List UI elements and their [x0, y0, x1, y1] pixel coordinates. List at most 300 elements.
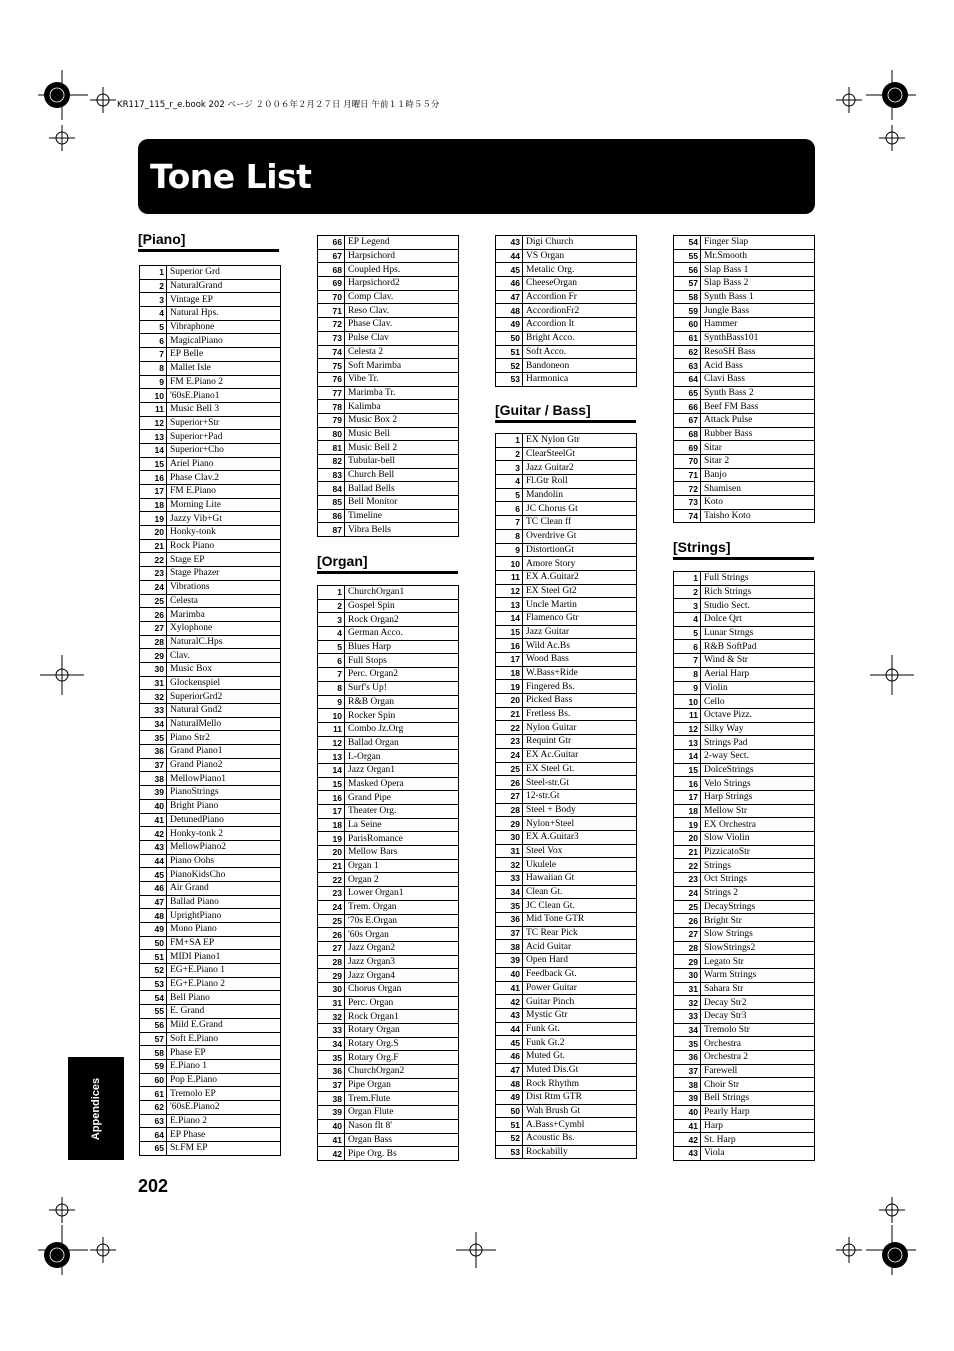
tone-name: Funk Gt.2 [523, 1036, 637, 1050]
tone-number: 43 [496, 1008, 523, 1022]
tone-row [318, 277, 459, 291]
tone-number: 79 [318, 413, 345, 427]
tone-number: 32 [674, 996, 701, 1010]
tone-row [140, 745, 281, 759]
tone-name: DolceStrings [701, 763, 815, 777]
tone-row [674, 927, 815, 941]
tone-row [318, 345, 459, 359]
tone-row [140, 348, 281, 362]
tone-row [318, 290, 459, 304]
tone-row [140, 1073, 281, 1087]
tone-name: Mystic Gtr [523, 1008, 637, 1022]
tone-number: 16 [318, 791, 345, 805]
tone-name: Xylophone [167, 621, 281, 635]
tone-number: 19 [674, 818, 701, 832]
tone-row [496, 1063, 637, 1077]
piano-heading: [Piano] [138, 231, 279, 252]
tone-row [674, 1078, 815, 1092]
tone-number: 75 [318, 359, 345, 373]
tone-name: Acoustic Bs. [523, 1132, 637, 1146]
tone-row [496, 543, 637, 557]
tone-row [318, 777, 459, 791]
tone-row [674, 441, 815, 455]
tone-row [318, 263, 459, 277]
tone-name: Steel + Body [523, 803, 637, 817]
tone-row [674, 695, 815, 709]
tone-row [318, 873, 459, 887]
tone-name: Grand Piano2 [167, 758, 281, 772]
tone-name: Grand Piano1 [167, 745, 281, 759]
tone-number: 60 [140, 1073, 167, 1087]
tone-name: Piano Oohs [167, 854, 281, 868]
tone-row [674, 914, 815, 928]
tone-row [318, 1051, 459, 1065]
tone-name: Blues Harp [345, 640, 459, 654]
tone-name: Clean Gt. [523, 885, 637, 899]
tone-number: 38 [140, 772, 167, 786]
tone-name: Vibraphone [167, 320, 281, 334]
tone-row [496, 304, 637, 318]
tone-number: 39 [496, 954, 523, 968]
tone-number: 14 [674, 749, 701, 763]
tone-row [318, 1065, 459, 1079]
tone-name: Mid Tone GTR [523, 913, 637, 927]
tone-number: 6 [140, 334, 167, 348]
tone-name: Phase EP [167, 1046, 281, 1060]
tone-number: 30 [496, 830, 523, 844]
tone-name: '60sE.Piano1 [167, 389, 281, 403]
tone-number: 56 [140, 1018, 167, 1032]
tone-row [674, 818, 815, 832]
tone-number: 46 [496, 277, 523, 291]
tone-row [318, 627, 459, 641]
tone-name: JC Clean Gt. [523, 899, 637, 913]
tone-row [140, 539, 281, 553]
tone-number: 5 [674, 626, 701, 640]
tone-number: 69 [674, 441, 701, 455]
tone-number: 67 [318, 249, 345, 263]
tone-row [674, 386, 815, 400]
tone-row [496, 277, 637, 291]
tone-name: Rich Strings [701, 585, 815, 599]
tone-row [674, 777, 815, 791]
tone-row [318, 509, 459, 523]
tone-number: 36 [318, 1065, 345, 1079]
tone-row [140, 1114, 281, 1128]
tone-row [496, 967, 637, 981]
tone-number: 52 [140, 964, 167, 978]
tone-number: 53 [496, 372, 523, 386]
tone-row [674, 345, 815, 359]
tone-row [674, 736, 815, 750]
tone-row [318, 736, 459, 750]
tone-number: 5 [318, 640, 345, 654]
tone-number: 17 [674, 791, 701, 805]
tone-name: Wild Ac.Bs [523, 639, 637, 653]
tone-number: 42 [496, 995, 523, 1009]
tone-row [496, 721, 637, 735]
tone-number: 24 [496, 748, 523, 762]
tone-row [674, 482, 815, 496]
tone-name: Jungle Bass [701, 304, 815, 318]
tone-number: 11 [318, 722, 345, 736]
tone-row [674, 455, 815, 469]
tone-number: 56 [674, 263, 701, 277]
tone-name: Muted Gt. [523, 1049, 637, 1063]
tone-row [674, 626, 815, 640]
tone-name: DistortionGt [523, 543, 637, 557]
tone-number: 13 [496, 598, 523, 612]
tone-row [318, 668, 459, 682]
tone-row [496, 803, 637, 817]
tone-row [496, 290, 637, 304]
tone-name: Feedback Gt. [523, 967, 637, 981]
tone-number: 43 [496, 236, 523, 250]
tone-name: Jazz Organ1 [345, 763, 459, 777]
tone-number: 15 [674, 763, 701, 777]
tone-number: 33 [318, 1024, 345, 1038]
tone-name: Kalimba [345, 400, 459, 414]
tone-name: Air Grand [167, 881, 281, 895]
tone-row [674, 654, 815, 668]
tone-number: 39 [318, 1106, 345, 1120]
tone-number: 59 [674, 304, 701, 318]
tone-number: 14 [496, 611, 523, 625]
tone-name: La Seine [345, 818, 459, 832]
tone-name: R&B SoftPad [701, 640, 815, 654]
tone-name: Trem.Flute [345, 1092, 459, 1106]
tone-number: 57 [140, 1032, 167, 1046]
tone-number: 29 [674, 955, 701, 969]
tone-row [140, 1087, 281, 1101]
tone-number: 2 [140, 279, 167, 293]
tone-name: Vibe Tr. [345, 372, 459, 386]
tone-name: Jazz Organ2 [345, 941, 459, 955]
tone-name: NaturalC.Hps [167, 635, 281, 649]
tone-row [674, 318, 815, 332]
tone-name: Organ Bass [345, 1133, 459, 1147]
tone-row [318, 249, 459, 263]
tone-number: 83 [318, 468, 345, 482]
tone-number: 40 [496, 967, 523, 981]
piano-table-continued [317, 235, 459, 537]
tone-number: 31 [318, 996, 345, 1010]
tone-number: 10 [140, 389, 167, 403]
tone-row [318, 763, 459, 777]
tone-row [140, 430, 281, 444]
tone-row [674, 859, 815, 873]
tone-number: 6 [318, 654, 345, 668]
tone-row [496, 1008, 637, 1022]
tone-name: E.Piano 1 [167, 1059, 281, 1073]
tone-name: St.FM EP [167, 1142, 281, 1156]
tone-number: 8 [496, 529, 523, 543]
tone-row [140, 621, 281, 635]
tone-row [140, 443, 281, 457]
tone-name: Acid Bass [701, 359, 815, 373]
tone-row [318, 441, 459, 455]
tone-number: 51 [140, 950, 167, 964]
tone-row [140, 662, 281, 676]
tone-name: SlowStrings2 [701, 941, 815, 955]
tone-name: 12-str.Gt [523, 789, 637, 803]
tone-number: 19 [496, 680, 523, 694]
tone-row [496, 502, 637, 516]
tone-name: Trem. Organ [345, 900, 459, 914]
tone-row [674, 509, 815, 523]
tone-name: Bell Piano [167, 991, 281, 1005]
tone-number: 45 [140, 868, 167, 882]
tone-row [496, 1145, 637, 1159]
tone-number: 49 [496, 1091, 523, 1105]
tone-row [496, 1091, 637, 1105]
tone-row [140, 279, 281, 293]
tone-name: Pulse Clav [345, 331, 459, 345]
tone-number: 18 [140, 498, 167, 512]
tone-number: 26 [496, 776, 523, 790]
tone-row [674, 804, 815, 818]
tone-row [674, 996, 815, 1010]
tone-row [496, 639, 637, 653]
tone-name: Rock Organ2 [345, 613, 459, 627]
tone-row [318, 681, 459, 695]
tone-row [496, 625, 637, 639]
tone-row [674, 277, 815, 291]
tone-number: 26 [674, 914, 701, 928]
tone-row [140, 950, 281, 964]
tone-name: Harmonica [523, 372, 637, 386]
tone-name: Pop E.Piano [167, 1073, 281, 1087]
tone-name: Vibra Bells [345, 523, 459, 537]
tone-name: MellowPiano1 [167, 772, 281, 786]
tone-name: Steel-str.Gt [523, 776, 637, 790]
tone-row [140, 868, 281, 882]
tone-row [674, 667, 815, 681]
tone-row [496, 858, 637, 872]
tone-name: Natural Gnd2 [167, 704, 281, 718]
tone-name: DetunedPiano [167, 813, 281, 827]
tone-number: 65 [674, 386, 701, 400]
tone-row [140, 553, 281, 567]
tone-row [674, 832, 815, 846]
tone-row [318, 1037, 459, 1051]
tone-number: 35 [140, 731, 167, 745]
tone-number: 55 [140, 1005, 167, 1019]
tone-row [674, 613, 815, 627]
tone-row [318, 496, 459, 510]
tone-row [140, 293, 281, 307]
tone-number: 50 [140, 936, 167, 950]
tone-name: Chorus Organ [345, 982, 459, 996]
tone-row [318, 941, 459, 955]
tone-number: 4 [318, 627, 345, 641]
tone-row [674, 427, 815, 441]
tone-number: 68 [674, 427, 701, 441]
tone-number: 51 [496, 345, 523, 359]
tone-row [140, 389, 281, 403]
tone-row [674, 1133, 815, 1147]
tone-row [318, 413, 459, 427]
tone-row [674, 331, 815, 345]
tone-name: DecayStrings [701, 900, 815, 914]
tone-name: Celesta [167, 594, 281, 608]
tone-name: Mallet Isle [167, 361, 281, 375]
tone-row [496, 926, 637, 940]
tone-name: Amore Story [523, 557, 637, 571]
tone-row [674, 900, 815, 914]
tone-name: L-Organ [345, 750, 459, 764]
tone-row [496, 940, 637, 954]
tone-number: 53 [496, 1145, 523, 1159]
tone-name: MellowPiano2 [167, 840, 281, 854]
tone-name: Accordion It [523, 318, 637, 332]
tone-number: 10 [318, 709, 345, 723]
tone-name: Music Bell [345, 427, 459, 441]
tone-number: 19 [140, 512, 167, 526]
tone-row [674, 1146, 815, 1160]
tone-row [318, 1133, 459, 1147]
tone-name: Organ 1 [345, 859, 459, 873]
tone-row [318, 982, 459, 996]
tone-name: MagicalPiano [167, 334, 281, 348]
tone-row [140, 471, 281, 485]
tone-number: 52 [496, 359, 523, 373]
tone-number: 9 [674, 681, 701, 695]
tone-name: Pipe Org. Bs [345, 1147, 459, 1161]
tone-name: Phase Clav. [345, 318, 459, 332]
tone-number: 66 [318, 236, 345, 250]
tone-name: Picked Bass [523, 694, 637, 708]
tone-name: Nylon Guitar [523, 721, 637, 735]
tone-row [140, 813, 281, 827]
tone-row [674, 1064, 815, 1078]
tone-row [674, 1051, 815, 1065]
tone-number: 2 [318, 599, 345, 613]
tone-number: 35 [674, 1037, 701, 1051]
tone-row [318, 1024, 459, 1038]
tone-row [140, 923, 281, 937]
tone-name: MIDI Piano1 [167, 950, 281, 964]
tone-row [674, 722, 815, 736]
tone-name: Ballad Bells [345, 482, 459, 496]
tone-row [140, 649, 281, 663]
tone-row [318, 455, 459, 469]
tone-row [674, 263, 815, 277]
tone-name: Rockabilly [523, 1145, 637, 1159]
tone-name: EP Phase [167, 1128, 281, 1142]
tone-row [496, 748, 637, 762]
tone-name: Muted Dis.Gt [523, 1063, 637, 1077]
tone-number: 23 [496, 735, 523, 749]
tone-name: PianoKidsCho [167, 868, 281, 882]
tone-name: Bright Piano [167, 799, 281, 813]
tone-number: 6 [674, 640, 701, 654]
tone-name: Rock Piano [167, 539, 281, 553]
tone-row [674, 982, 815, 996]
tone-name: EX Orchestra [701, 818, 815, 832]
tone-name: Clavi Bass [701, 372, 815, 386]
tone-name: Dist Rtm GTR [523, 1091, 637, 1105]
tone-number: 10 [496, 557, 523, 571]
tone-name: Sitar 2 [701, 455, 815, 469]
tone-name: Sitar [701, 441, 815, 455]
tone-row [140, 1142, 281, 1156]
tone-name: Music Bell 3 [167, 402, 281, 416]
tone-number: 26 [318, 928, 345, 942]
tone-name: Viola [701, 1146, 815, 1160]
tone-name: Pipe Organ [345, 1078, 459, 1092]
tone-row [496, 1036, 637, 1050]
tone-number: 63 [674, 359, 701, 373]
tone-name: Digi Church [523, 236, 637, 250]
tone-name: Slap Bass 1 [701, 263, 815, 277]
tone-number: 66 [674, 400, 701, 414]
tone-name: TC Rear Pick [523, 926, 637, 940]
tone-number: 24 [140, 580, 167, 594]
tone-name: Finger Slap [701, 236, 815, 250]
tone-row [140, 580, 281, 594]
tone-row [318, 955, 459, 969]
tone-number: 27 [140, 621, 167, 635]
tone-number: 74 [674, 509, 701, 523]
tone-number: 30 [318, 982, 345, 996]
tone-row [496, 372, 637, 386]
tone-name: Mellow Bars [345, 846, 459, 860]
tone-name: Superior Grd [167, 266, 281, 280]
tone-name: FM E.Piano [167, 485, 281, 499]
tone-number: 16 [140, 471, 167, 485]
tone-row [140, 936, 281, 950]
tone-name: Organ 2 [345, 873, 459, 887]
guitar-bass-table [495, 433, 637, 1159]
tone-row [140, 731, 281, 745]
tone-row [496, 359, 637, 373]
tone-name: Pearly Harp [701, 1105, 815, 1119]
tone-name: JC Chorus Gt [523, 502, 637, 516]
tone-name: Accordion Fr [523, 290, 637, 304]
tone-row [674, 941, 815, 955]
tone-name: Reso Clav. [345, 304, 459, 318]
tone-name: Honky-tonk 2 [167, 827, 281, 841]
tone-row [318, 914, 459, 928]
tone-row [318, 695, 459, 709]
tone-number: 23 [674, 873, 701, 887]
tone-row [140, 717, 281, 731]
tone-number: 40 [674, 1105, 701, 1119]
tone-name: Organ Flute [345, 1106, 459, 1120]
tone-number: 37 [674, 1064, 701, 1078]
tone-name: Warm Strings [701, 968, 815, 982]
tone-row [318, 969, 459, 983]
tone-name: Bell Strings [701, 1092, 815, 1106]
tone-row [140, 608, 281, 622]
tone-row [674, 749, 815, 763]
tone-row [674, 845, 815, 859]
tone-name: Music Box [167, 662, 281, 676]
tone-name: Rock Rhythm [523, 1077, 637, 1091]
tone-number: 50 [496, 331, 523, 345]
tone-row [318, 722, 459, 736]
tone-name: Synth Bass 2 [701, 386, 815, 400]
tone-number: 43 [674, 1146, 701, 1160]
tone-number: 31 [496, 844, 523, 858]
tone-number: 25 [318, 914, 345, 928]
tone-number: 62 [140, 1100, 167, 1114]
tone-number: 4 [140, 307, 167, 321]
tone-row [140, 457, 281, 471]
tone-number: 18 [496, 666, 523, 680]
tone-name: Ariel Piano [167, 457, 281, 471]
